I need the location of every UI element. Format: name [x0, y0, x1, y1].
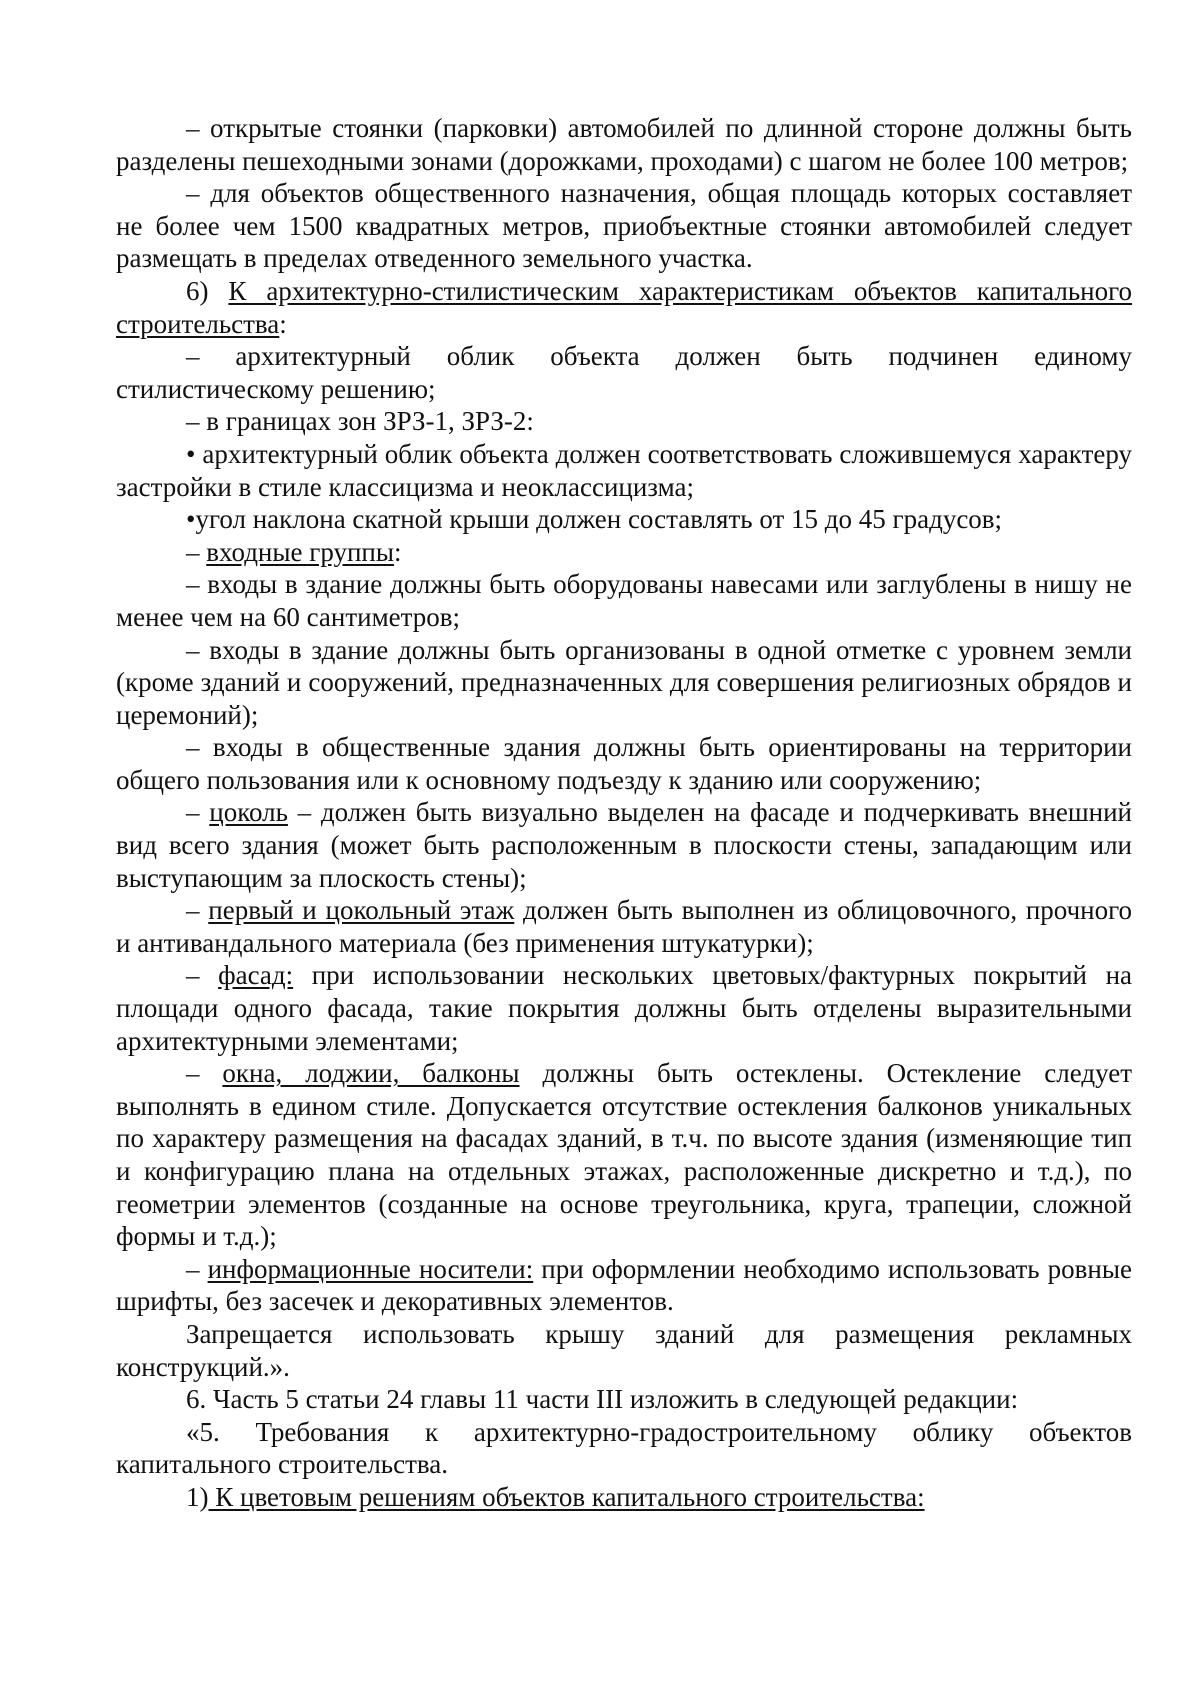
paragraph-plinth	[116, 796, 1132, 894]
paragraph-text: должны быть остеклены. Остекление следует выполнять в едином стиле. Допускается отсутствие остекления балконов уникальных по характеру размещения на фасадах зданий, в т.ч. по высоте здания (изменяющие тип и конфигурацию плана на отдельных этажах, расположенные дискретно и т.д.), по геометрии элементов (созданные на основе треугольника, круга, трапеции, сложной формы и т.д.);	[116, 1058, 1133, 1252]
paragraph-roof-advertising: Запрещается использовать крышу зданий для размещения рекламных конструкций.».	[116, 1318, 1132, 1382]
dash: –	[186, 1058, 223, 1089]
paragraph-parking-zones: – открытые стоянки (парковки) автомобилей по длинной стороне должны быть разделены пешеходными зонами (дорожками, проходами) с шагом не более 100 метров;	[116, 113, 1132, 176]
paragraph-windows-balconies	[116, 1057, 1132, 1253]
dash: –	[186, 1253, 208, 1284]
paragraph-entrance-orientation: – входы в общественные здания должны быть ориентированы на территории общего пользования или к основному подъезду к зданию или сооружению;	[116, 732, 1132, 795]
paragraph-section-6-heading	[116, 275, 1132, 340]
paragraph-entrance-groups	[116, 536, 1132, 569]
bullet-classicism: • архитектурный облик объекта должен соответствовать сложившемуся характеру застройки в стиле классицизма и неоклассицизма;	[116, 438, 1132, 502]
paragraph-entrance-canopies: – входы в здание должны быть оборудованы навесами или заглублены в нишу не менее чем на 60 сантиметров;	[116, 569, 1132, 632]
underlined-term: входные группы	[206, 536, 395, 567]
paragraph-amendment-6: 6. Часть 5 статьи 24 главы 11 части III изложить в следующей редакции:	[186, 1384, 1019, 1415]
heading-colon: :	[279, 308, 287, 339]
item-number: 6)	[186, 275, 229, 306]
dash: –	[186, 895, 209, 926]
paragraph-requirements-5: «5. Требования к архитектурно-градостроительному облику объектов капитального строительства.	[116, 1416, 1132, 1480]
underlined-term: фасад:	[218, 960, 294, 991]
document-page	[116, 112, 1132, 1514]
paragraph-facade	[116, 959, 1132, 1057]
paragraph-entrance-level: – входы в здание должны быть организованы в одной отметке с уровнем земли (кроме зданий и сооружений, предназначенных для совершения религиозных обрядов и церемоний);	[116, 634, 1132, 730]
underlined-heading: К цветовым решениям объектов капитального строительства:	[208, 1481, 925, 1512]
bullet-roof-slope: •угол наклона скатной крыши должен составлять от 15 до 45 градусов;	[186, 504, 1003, 535]
paragraph-architectural-appearance: – архитектурный облик объекта должен быть подчинен единому стилистическому решению;	[116, 341, 1132, 404]
underlined-term: окна, лоджии, балконы	[222, 1058, 520, 1089]
paragraph-info-carriers	[116, 1253, 1132, 1318]
paragraph-color-solutions	[116, 1481, 1132, 1514]
dash: –	[186, 536, 207, 567]
dash: –	[186, 797, 210, 828]
paragraph-text: при оформлении необходимо использовать ровные шрифты, без засечек и декоративных элементов.	[116, 1253, 1133, 1317]
underlined-term: первый и цокольный этаж	[208, 895, 515, 926]
underlined-term: информационные носители:	[207, 1253, 534, 1284]
paragraph-first-floor	[116, 894, 1132, 959]
paragraph-text: должен быть выполнен из облицовочного, прочного и антивандального материала (без применения штукатурки);	[116, 895, 1133, 958]
underlined-heading: К архитектурно-стилистическим характеристикам объектов капитального строительства	[116, 275, 1132, 339]
term-colon: :	[394, 536, 402, 567]
dash: –	[186, 960, 219, 991]
item-number: 1)	[186, 1481, 209, 1512]
paragraph-text: при использовании нескольких цветовых/фактурных покрытий на площади одного фасада, такие покрытия должны быть отделены выразительными архитектурными элементами;	[116, 960, 1133, 1056]
paragraph-zones: – в границах зон ЗРЗ-1, ЗРЗ-2:	[186, 406, 534, 437]
underlined-term: цоколь	[209, 797, 288, 828]
paragraph-public-buildings-parking: – для объектов общественного назначения, общая площадь которых составляет не более чем 1500 квадратных метров, приобъектные стоянки автомобилей следует размещать в пределах отведенного земельного участка.	[116, 178, 1132, 274]
paragraph-text: – должен быть визуально выделен на фасаде и подчеркивать внешний вид всего здания (может быть расположенным в плоскости стены, западающим или выступающим за плоскость стены);	[116, 797, 1132, 893]
